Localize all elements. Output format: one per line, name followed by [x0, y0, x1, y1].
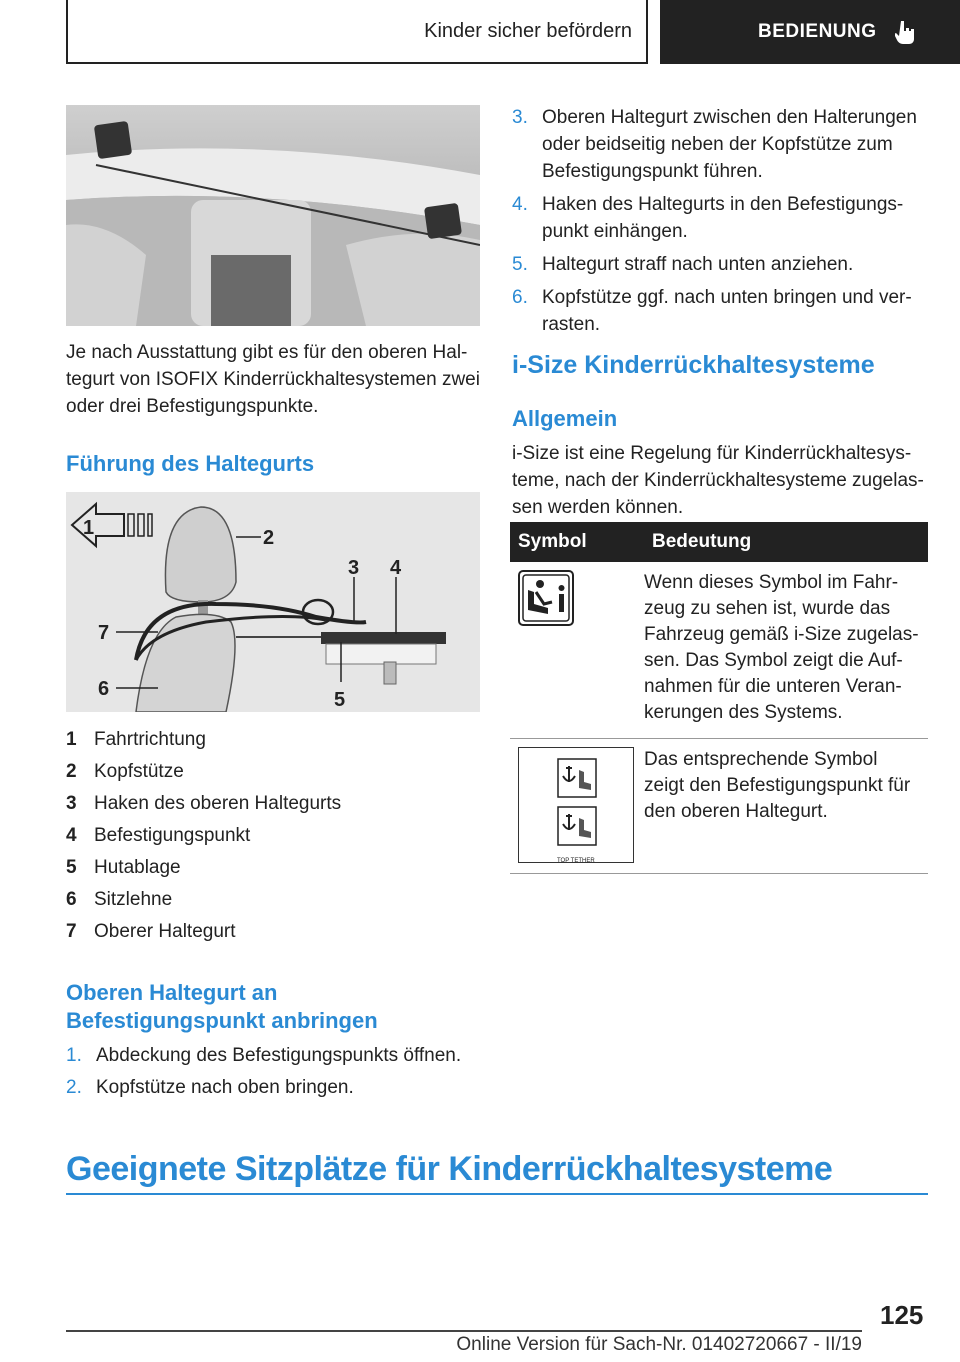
- diagram-label: 4: [390, 557, 402, 579]
- section-title: Kinder sicher befördern: [424, 19, 632, 42]
- step-item: 6. Kopfstütze ggf. nach unten bringen und ver- rasten.: [512, 287, 912, 335]
- page-number: 125: [880, 1300, 924, 1330]
- tether-diagram: [66, 492, 480, 712]
- intro-line: oder drei Befestigungspunkte.: [66, 396, 319, 417]
- step-item: 5. Haltegurt straff nach unten anziehen.: [512, 254, 854, 275]
- heading-line: Oberen Haltegurt an: [66, 980, 278, 1005]
- diagram-label: 2: [263, 527, 275, 549]
- heading-line: Befestigungspunkt anbringen: [66, 1008, 378, 1033]
- diagram-label: 3: [348, 557, 360, 579]
- big-heading: [66, 1150, 928, 1195]
- intro-text: [66, 339, 486, 420]
- big-heading-text: Geeignete Sitzplätze für Kinderrückhaltesysteme: [66, 1150, 833, 1188]
- legend-item: 5 Hutablage: [66, 857, 181, 878]
- chapter-title: BEDIENUNG: [758, 21, 877, 42]
- legend-item: 7 Oberer Haltegurt: [66, 921, 236, 942]
- diagram-label: 5: [334, 689, 346, 711]
- table-row: TOP TETHER Das entsprechende Symbol zeigt den Befestigungspunkt für den oberen Haltegurt.: [510, 739, 928, 874]
- heading-fuehrung: Führung des Haltegurts: [66, 451, 315, 476]
- step-item: 1. Abdeckung des Befestigungspunkts öffnen.: [66, 1045, 462, 1066]
- intro-line: Je nach Ausstattung gibt es für den oberen Hal-: [66, 342, 468, 363]
- steps-right: [512, 104, 932, 338]
- legend-item: 2 Kopfstütze: [66, 761, 184, 782]
- diagram-legend: [66, 724, 486, 948]
- footer-online: Online Version für Sach-Nr. 01402720667 - II/19: [456, 1334, 862, 1355]
- shelf-photo: [66, 105, 480, 326]
- header-chapter: [660, 0, 960, 64]
- legend-item: 6 Sitzlehne: [66, 889, 173, 910]
- footer-divider: [66, 1330, 862, 1332]
- legend-item: 3 Haken des oberen Haltegurts: [66, 793, 342, 814]
- heading-allgemein: Allgemein: [512, 406, 618, 431]
- diagram-label: 6: [98, 678, 110, 700]
- allgemein-text: [512, 440, 932, 521]
- heading-isize: i-Size Kinderrückhaltesysteme: [512, 351, 875, 379]
- legend-item: 4 Befestigungspunkt: [66, 825, 251, 846]
- anchor-seat-icon: [557, 758, 597, 798]
- legend-item: 1 Fahrtrichtung: [66, 729, 206, 750]
- step-item: 2. Kopfstütze nach oben bringen.: [66, 1077, 354, 1098]
- step-item: 4. Haken des Haltegurts in den Befestigungs- punkt einhängen.: [512, 194, 904, 242]
- top-tether-icon: [557, 806, 597, 846]
- text-line: i-Size ist eine Regelung für Kinderrückhaltesys-: [512, 443, 912, 464]
- step-item: 3. Oberen Haltegurt zwischen den Halterungen oder beidseitig neben der Kopfstütze zum Befestigungspunkt führen.: [512, 107, 917, 182]
- text-line: teme, nach der Kinderrückhaltesysteme zugelas-: [512, 470, 924, 491]
- isize-symbol-icon: [518, 570, 574, 626]
- intro-line: tegurt von ISOFIX Kinderrückhaltesystemen zwei: [66, 369, 480, 390]
- text-line: sen werden können.: [512, 497, 684, 518]
- hand-icon: [895, 19, 917, 45]
- diagram-label: 1: [83, 517, 95, 539]
- heading-anbringen: [66, 979, 378, 1035]
- table-row: Wenn dieses Symbol im Fahr- zeug zu sehen ist, wurde das Fahrzeug gemäß i-Size zugelas- sen. Das Symbol zeigt die Auf- nahmen für die unteren Veran- kerungen des Systems.: [510, 562, 928, 739]
- col-bedeutung: Bedeutung: [644, 522, 928, 562]
- top-tether-label: TOP TETHER: [557, 858, 595, 864]
- diagram-label: 7: [98, 622, 110, 644]
- col-symbol: Symbol: [510, 522, 644, 562]
- top-tether-symbol: [518, 747, 634, 863]
- steps-left: [66, 1040, 486, 1104]
- header-section: [66, 0, 648, 64]
- symbol-table: [510, 522, 928, 874]
